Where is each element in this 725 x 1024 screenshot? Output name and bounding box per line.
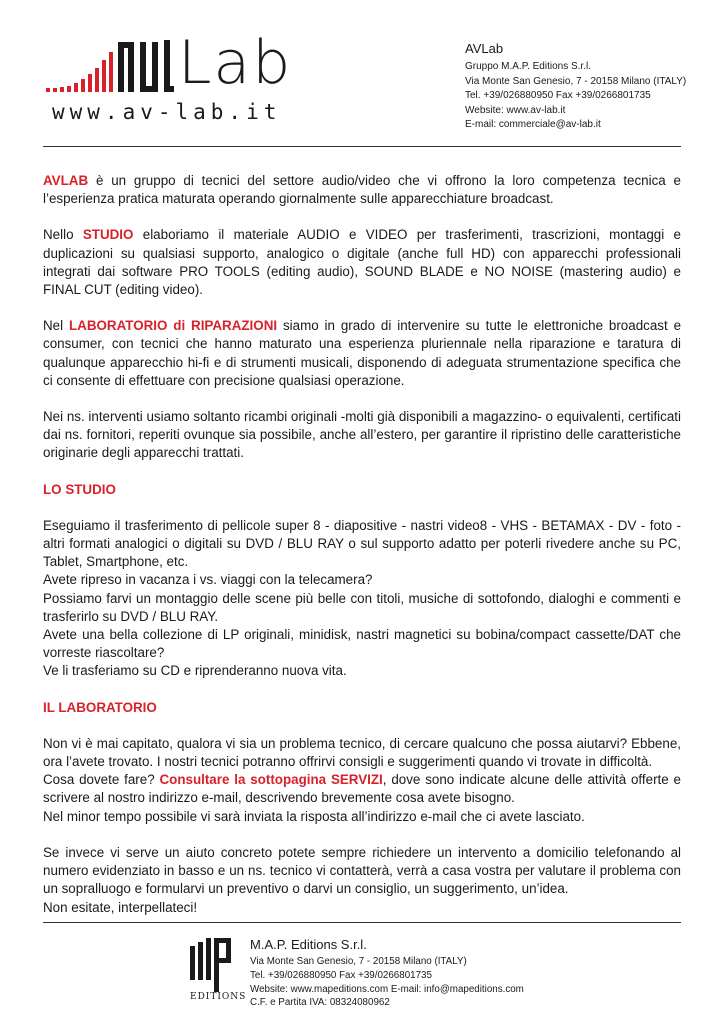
footer-contact: [250, 936, 524, 1010]
footer-line: Website: www.mapeditions.com E-mail: info@mapeditions.com: [250, 983, 524, 995]
contact-line: Gruppo M.A.P. Editions S.r.l.: [465, 61, 591, 72]
paragraph-text: è un gruppo di tecnici del settore audio/video che vi offrono la loro competenza tecnica e l’esperienza pratica maturata operando giornalmente sulle apparecchiature broadcast.: [43, 173, 681, 207]
intro-paragraph: [43, 172, 681, 208]
highlight-laboratorio: LABORATORIO di RIPARAZIONI: [68, 318, 278, 334]
contact-line: Website: www.av-lab.it: [465, 104, 566, 116]
servizi-link[interactable]: Consultare la sottopagina SERVIZI: [159, 772, 383, 788]
section-title: IL LABORATORIO: [43, 699, 157, 715]
paragraph-text: Nel: [43, 318, 69, 334]
contact-line: Tel. +39/026880950 Fax +39/0266801735: [465, 90, 651, 101]
paragraph-text: siamo in grado di intervenire su tutte le elettroniche broadcast e consumer, con tecnici che hanno maturato una esperienza pluriennale nella riparazione e taratura di qualunque apparecchio hi-fi e di strumenti musicali, disponendo di adeguata strumentazione specifica che ci consente di effettuare con precisione qualsiasi operazione.: [43, 318, 682, 388]
lab-paragraph: [43, 317, 681, 390]
parts-paragraph: Nei ns. interventi usiamo soltanto ricambi originali -molti già disponibili a magazzino- o equivalenti, certificati dai ns. fornitori, reperiti ovunque sia possibile, anche all’estero, per garantire il ripristino delle caratteristiche originarie degli apparecchi trattati.: [43, 409, 681, 461]
footer-line: C.F. e Partita IVA: 08324080962: [250, 997, 390, 1009]
paragraph-text: , dove sono indicate alcune delle attività offerte e scrivere al nostro indirizzo e-mail, descrivendo brevemente cosa avete bisogno.: [43, 772, 681, 806]
section-line: Ve li trasferiamo su CD e riprenderanno nuova vita.: [43, 663, 347, 679]
editions-label: EDITIONS: [190, 992, 247, 1002]
header-divider: [43, 146, 681, 147]
header-contact: [465, 40, 686, 133]
highlight-studio: STUDIO: [82, 227, 134, 243]
highlight-avlab: AVLAB: [43, 173, 89, 188]
section-line: Eseguiamo il trasferimento di pellicole super 8 - diapositive - nastri video8 - VHS - BETAMAX - DV - foto - altri formati analogici o digitali su DVD / BLU RAY o sul supporto adatto per poterli rivedere anche su PC, Tablet, Smartphone, etc.: [43, 517, 681, 570]
footer-divider: [43, 922, 681, 923]
studio-paragraph: [43, 226, 681, 299]
footer-line: Via Monte San Genesio, 7 - 20158 Milano (ITALY): [250, 956, 467, 967]
section-line: Possiamo farvi un montaggio delle scene più belle con titoli, musiche di sottofondo, dialoghi e commenti e trasferirlo su DVD / BLU RAY.: [43, 590, 681, 624]
logo-lab-text: Lab: [178, 28, 293, 98]
section-title: LO STUDIO: [43, 481, 116, 497]
main-content: [43, 172, 681, 917]
section-line: Nel minor tempo possibile vi sarà inviata la risposta all’indirizzo e-mail che ci avete lasciato.: [43, 808, 585, 824]
map-editions-logo: [188, 934, 240, 1014]
company-name: AVLab: [465, 41, 504, 56]
paragraph-text: Nello: [43, 227, 83, 243]
studio-section: [43, 481, 681, 681]
paragraph-text: Cosa dovete fare?: [43, 772, 160, 788]
section-line: [43, 771, 681, 807]
laboratorio-section: [43, 699, 681, 826]
page-footer: [0, 930, 725, 1024]
website-url[interactable]: www.av-lab.it: [52, 100, 282, 124]
section-line: Avete una bella collezione di LP originali, minidisk, nastri magnetici su bobina/compact cassette/DAT che vorreste riascoltare?: [43, 627, 681, 661]
section-line: Avete ripreso in vacanza i vs. viaggi con la telecamera?: [43, 572, 373, 588]
footer-company-name: M.A.P. Editions S.r.l.: [250, 937, 367, 952]
page-header: [0, 0, 725, 150]
section-line: Non vi è mai capitato, qualora vi sia un problema tecnico, di cercare qualcuno che possa aiutarvi? Ebbene, ora l’avete trovato. I nostri tecnici potranno offrirvi consigli e suggerimenti quando vi trovate in difficoltà.: [43, 735, 681, 770]
footer-line: Tel. +39/026880950 Fax +39/0266801735: [250, 969, 432, 981]
contact-line: E-mail: commerciale@av-lab.it: [465, 119, 601, 130]
contact-line: Via Monte San Genesio, 7 - 20158 Milano (ITALY): [465, 75, 687, 87]
paragraph-text: elaboriamo il materiale AUDIO e VIDEO per trasferimenti, trascrizioni, montaggi e duplicazioni su qualsiasi supporto, analogico o digitale (anche full HD) con apparecchi professionali integrati dai software PRO TOOLS (editing audio), SOUND BLADE e NO NOISE (mastering audio) e FINAL CUT (editing video).: [43, 227, 681, 298]
closing-line: Non esitate, interpellateci!: [43, 899, 198, 915]
closing-paragraph: Se invece vi serve un aiuto concreto potete sempre richiedere un intervento a domicilio telefonando al numero evidenziato in basso e un ns. tecnico vi contatterà, verrà a casa vostra per valutare il problema con un sopralluogo e formularvi un preventivo o darvi un consiglio, un suggerimento, un’idea.: [43, 844, 681, 897]
